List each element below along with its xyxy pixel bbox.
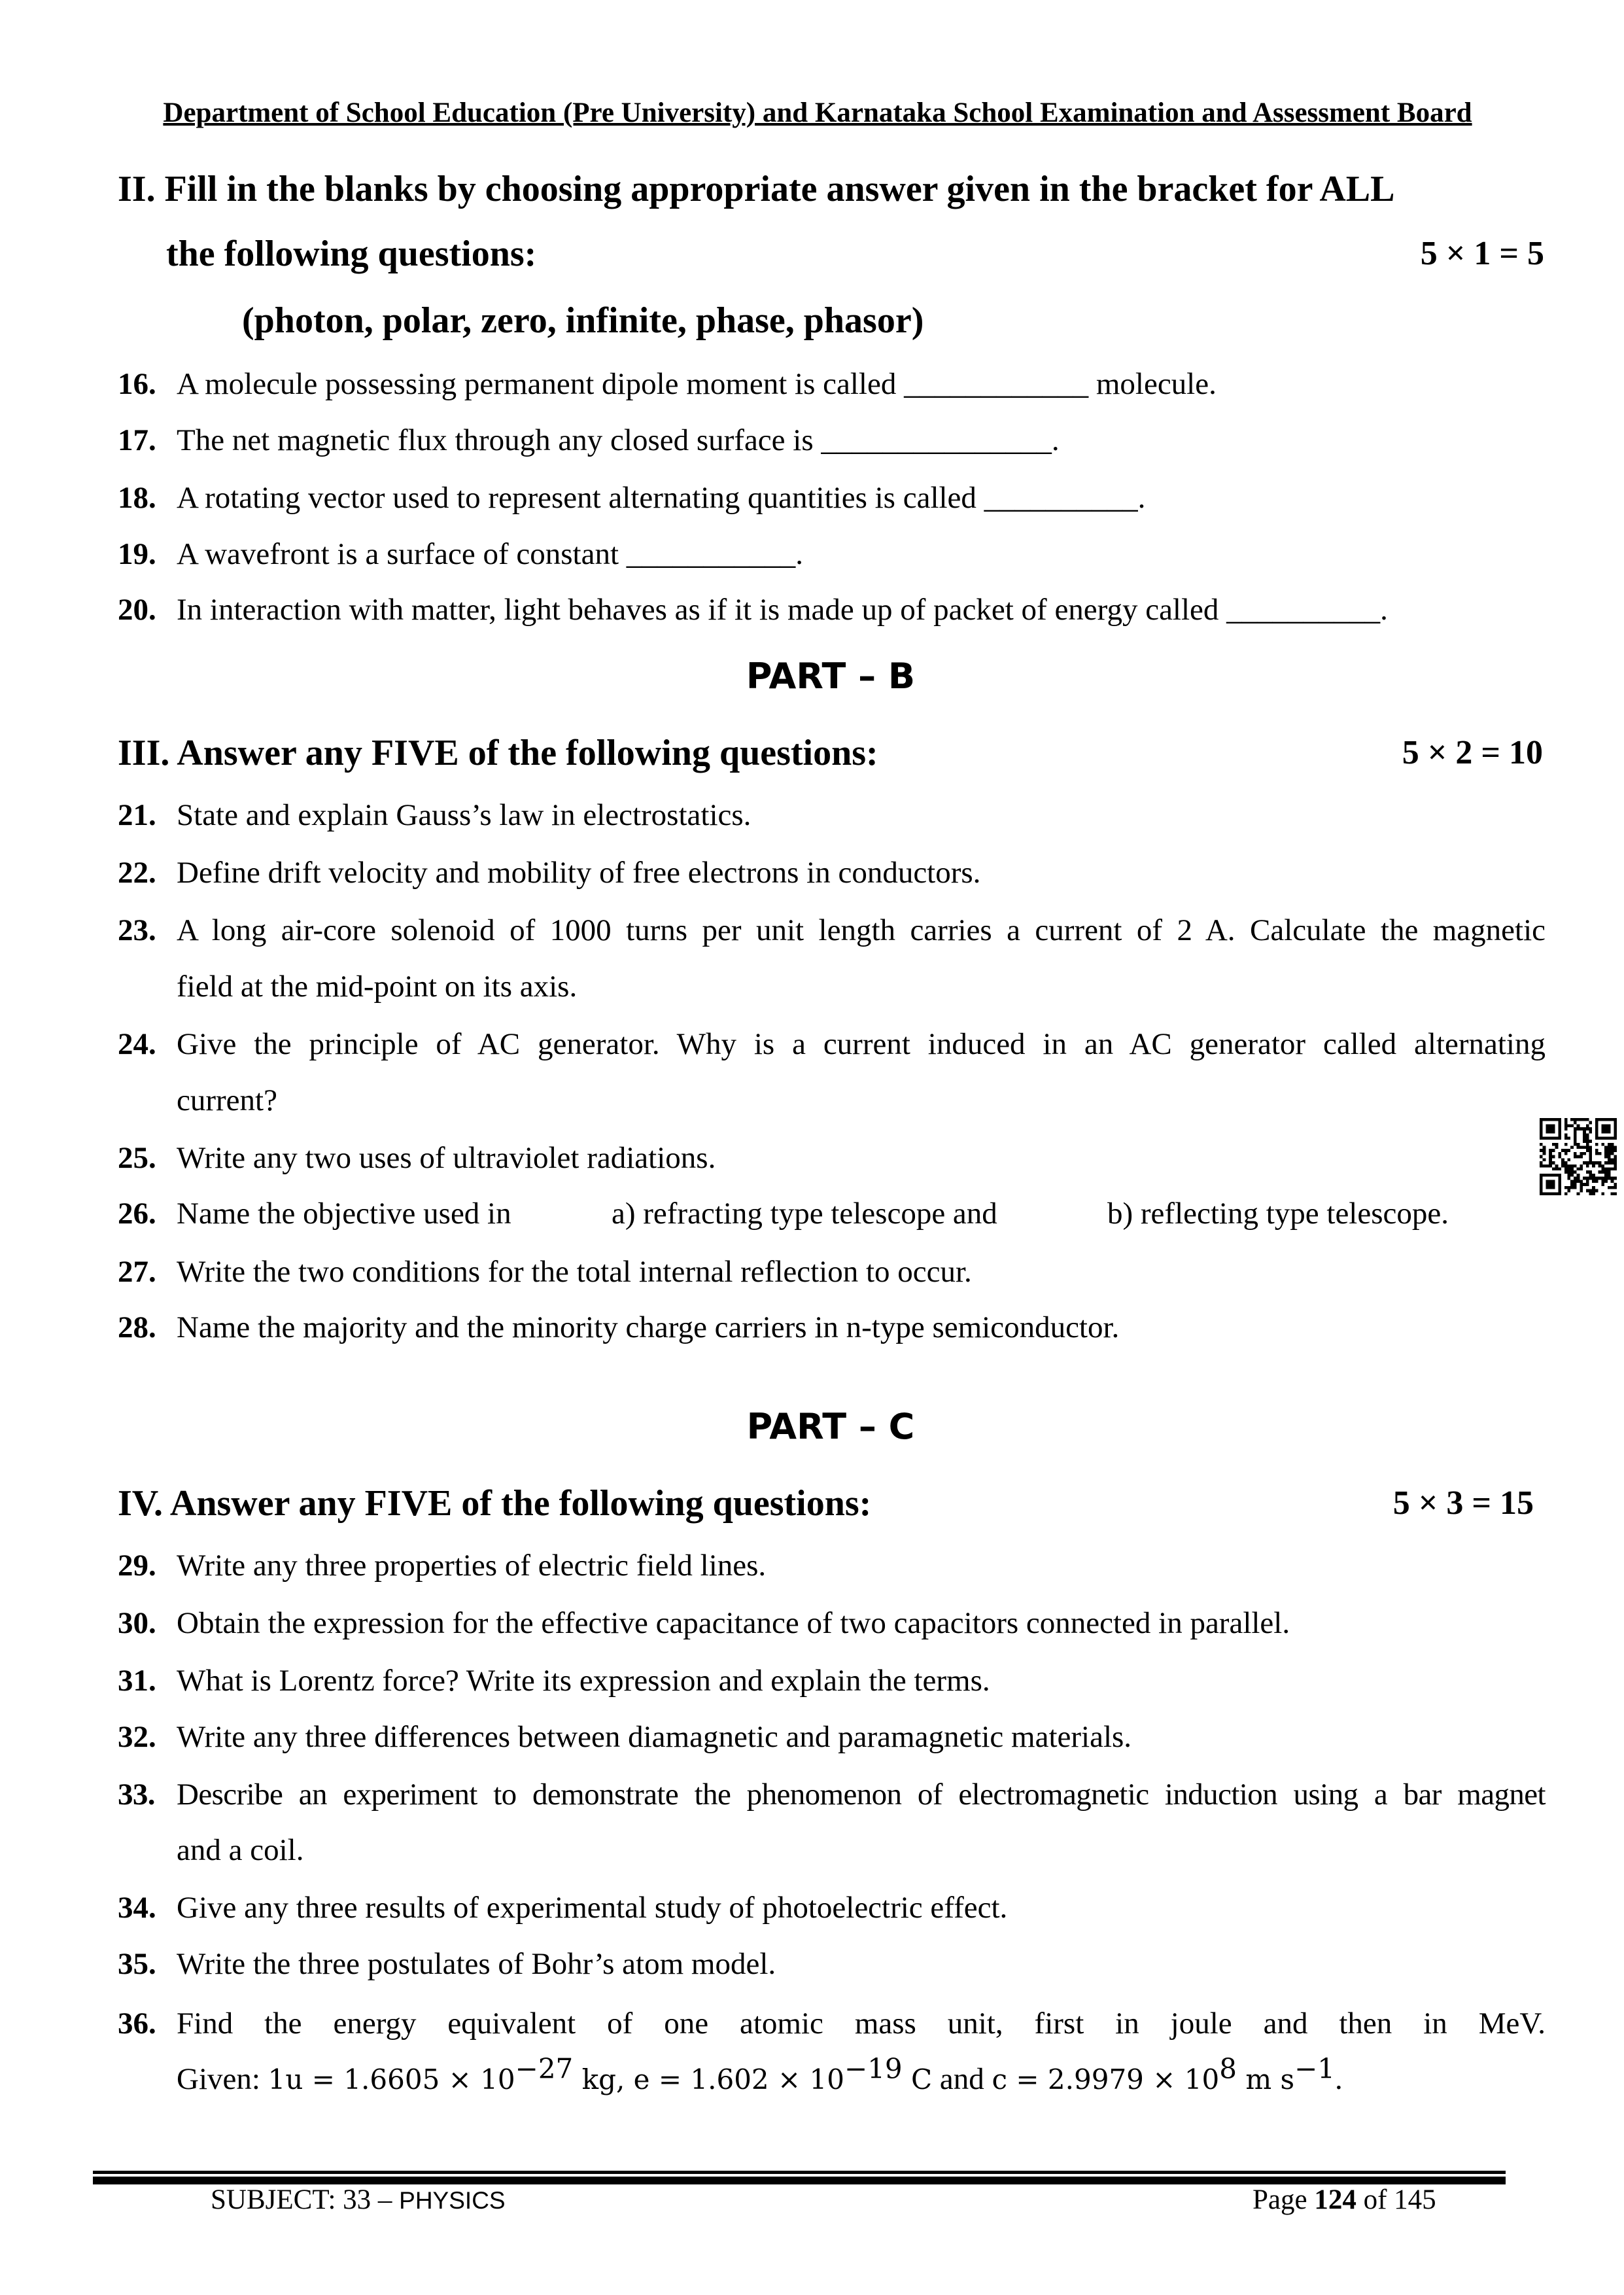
question-text: Obtain the expression for the effective capacitance of two capacitors connected in parallel. <box>177 1606 1290 1640</box>
question-text: Name the majority and the minority charge carriers in n-type semiconductor. <box>177 1310 1120 1344</box>
question-24 <box>118 1025 1546 1064</box>
question-number: 35. <box>118 1947 156 1981</box>
given-end: . <box>1334 2062 1343 2096</box>
question-text: A wavefront is a surface of constant ___________. <box>177 537 804 571</box>
question-27 <box>118 1252 1546 1291</box>
question-number: 16. <box>118 367 156 401</box>
section-iv-marks: 5 × 3 = 15 <box>1392 1484 1534 1522</box>
question-19 <box>118 534 1546 574</box>
question-36-given <box>177 2052 1343 2099</box>
footer-page-number <box>1253 2182 1436 2218</box>
question-number: 34. <box>118 1891 156 1925</box>
question-25 <box>118 1138 1546 1178</box>
given-e-unit: C <box>902 2063 933 2095</box>
question-34 <box>118 1888 1546 1927</box>
question-18 <box>118 478 1546 517</box>
question-text: Write any three properties of electric field lines. <box>177 1549 767 1583</box>
page-total: of 145 <box>1356 2184 1436 2215</box>
question-number: 24. <box>118 1027 156 1061</box>
question-text: Write any two uses of ultraviolet radiations. <box>177 1141 716 1175</box>
question-29 <box>118 1546 1546 1585</box>
question-number: 21. <box>118 798 156 832</box>
question-number: 28. <box>118 1310 156 1344</box>
question-text: In interaction with matter, light behaves as if it is made up of packet of energy called __________. <box>177 593 1388 627</box>
section-iii-title: III. Answer any FIVE of the following questions: <box>118 733 878 773</box>
section-iii-marks: 5 × 2 = 10 <box>1402 734 1543 771</box>
question-text: State and explain Gauss’s law in electrostatics. <box>177 798 752 832</box>
question-31 <box>118 1661 1546 1700</box>
subject-prefix: SUBJECT: 33 – <box>211 2184 400 2215</box>
qr-code <box>1540 1118 1617 1195</box>
current-page: 124 <box>1314 2184 1356 2215</box>
given-e: kg, e = 1.602 × 10 <box>573 2063 844 2095</box>
question-23-cont: field at the mid-point on its axis. <box>177 970 578 1004</box>
part-c-title: PART – C <box>746 1406 915 1447</box>
question-35 <box>118 1944 1546 1984</box>
question-26-part-a: a) refracting type telescope and <box>612 1197 997 1231</box>
question-20 <box>118 590 1546 629</box>
section-iv-title: IV. Answer any FIVE of the following questions: <box>118 1483 872 1524</box>
question-28 <box>118 1308 1546 1347</box>
answer-options: (photon, polar, zero, infinite, phase, phasor) <box>242 300 924 341</box>
question-number: 29. <box>118 1549 156 1583</box>
question-26-part-b: b) reflecting type telescope. <box>1107 1197 1449 1231</box>
given-c-unit-exp: −1 <box>1294 2052 1335 2085</box>
question-number: 32. <box>118 1720 156 1754</box>
question-text: A long air-core solenoid of 1000 turns per unit length carries a current of 2 A. Calculate the magnetic <box>177 913 1546 947</box>
question-16 <box>118 364 1546 404</box>
part-b-title: PART – B <box>746 656 916 697</box>
question-17 <box>118 421 1546 460</box>
question-30 <box>118 1603 1546 1643</box>
question-36 <box>118 2004 1546 2043</box>
footer-divider <box>93 2171 1506 2174</box>
subject-name: PHYSICS <box>399 2187 506 2214</box>
question-number: 33. <box>118 1778 155 1812</box>
question-text: A rotating vector used to represent alternating quantities is called __________. <box>177 481 1146 515</box>
section-ii-title: II. Fill in the blanks by choosing appropriate answer given in the bracket for ALL <box>118 169 1395 209</box>
question-22 <box>118 853 1546 892</box>
question-text: Give any three results of experimental study of photoelectric effect. <box>177 1891 1008 1925</box>
question-number: 19. <box>118 537 156 571</box>
question-text: Define drift velocity and mobility of free electrons in conductors. <box>177 856 981 890</box>
question-32 <box>118 1717 1546 1757</box>
given-c-exp: 8 <box>1219 2052 1237 2085</box>
question-33 <box>118 1775 1546 1814</box>
question-number: 20. <box>118 593 156 627</box>
question-21 <box>118 796 1546 835</box>
question-text: Give the principle of AC generator. Why is a current induced in an AC generator called alternating <box>177 1027 1546 1061</box>
question-number: 26. <box>118 1197 156 1231</box>
question-33-cont: and a coil. <box>177 1833 304 1867</box>
question-number: 36. <box>118 2006 156 2041</box>
question-text: Describe an experiment to demonstrate the phenomenon of electromagnetic induction using a bar magnet <box>177 1778 1546 1812</box>
question-text: Name the objective used in <box>177 1197 511 1231</box>
question-text: Write any three differences between diamagnetic and paramagnetic materials. <box>177 1720 1132 1754</box>
given-u-exp: −27 <box>515 2052 574 2085</box>
question-number: 22. <box>118 856 156 890</box>
question-text: A molecule possessing permanent dipole moment is called ____________ molecule. <box>177 367 1217 401</box>
question-23 <box>118 911 1546 950</box>
question-number: 17. <box>118 423 156 457</box>
question-number: 30. <box>118 1606 156 1640</box>
section-ii-marks: 5 × 1 = 5 <box>1420 235 1544 272</box>
question-text: Write the two conditions for the total internal reflection to occur. <box>177 1255 972 1289</box>
question-number: 23. <box>118 913 156 947</box>
question-number: 25. <box>118 1141 156 1175</box>
question-24-cont: current? <box>177 1083 277 1117</box>
question-text: Write the three postulates of Bohr’s atom model. <box>177 1947 776 1981</box>
question-number: 18. <box>118 481 156 515</box>
footer-subject <box>211 2182 506 2219</box>
question-number: 27. <box>118 1255 156 1289</box>
question-text: What is Lorentz force? Write its expression and explain the terms. <box>177 1664 990 1698</box>
given-c-unit: m s <box>1236 2063 1295 2095</box>
question-number: 31. <box>118 1664 156 1698</box>
given-e-exp: −19 <box>844 2052 903 2085</box>
section-ii-title-cont: the following questions: <box>166 234 537 274</box>
question-text: The net magnetic flux through any closed surface is _______________. <box>177 423 1060 457</box>
given-u: 1u = 1.6605 × 10 <box>268 2063 515 2095</box>
question-text: Find the energy equivalent of one atomic mass unit, first in joule and then in MeV. <box>177 2006 1546 2041</box>
document-header: Department of School Education (Pre University) and Karnataka School Examination and Assessment Board <box>163 97 1472 128</box>
given-and: and <box>932 2062 992 2096</box>
page-label: Page <box>1253 2184 1315 2215</box>
given-label: Given: <box>177 2062 268 2096</box>
given-c: c = 2.9979 × 10 <box>992 2063 1220 2095</box>
